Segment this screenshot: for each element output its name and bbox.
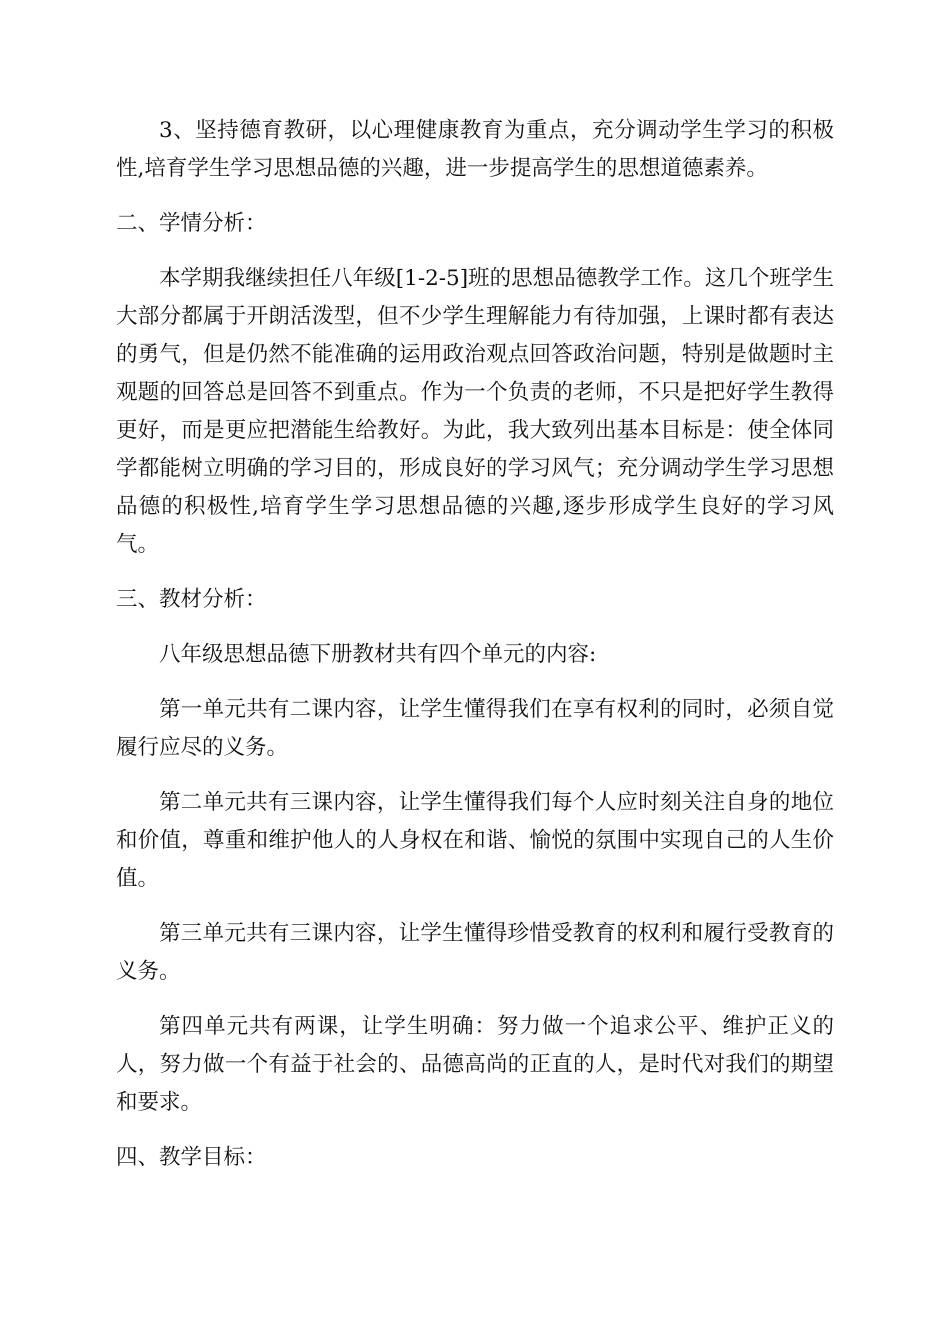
paragraph-unit-two: 第二单元共有三课内容，让学生懂得我们每个人应时刻关注自身的地位和价值，尊重和维护他人的人身权在和谐、愉悦的氛围中实现自己的人生价值。 bbox=[116, 790, 834, 891]
section-heading-textbook-analysis: 三、教材分析： bbox=[116, 587, 267, 612]
section-heading-teaching-goals: 四、教学目标： bbox=[116, 1145, 267, 1170]
paragraph-student-analysis: 本学期我继续担任八年级[1-2-5]班的思想品德教学工作。这几个班学生大部分都属于开朗活泼型，但不少学生理解能力有待加强，上课时都有表达的勇气，但是仍然不能准确的运用政治观点回答政治问题，特别是做题时主观题的回答总是回答不到重点。作为一个负责的老师，不只是把好学生教得更好，而是更应把潜能生给教好。为此，我大致列出基本目标是：使全体同学都能树立明确的学习目的，形成良好的学习风气；充分调动学生学习思想品德的积极性,培育学生学习思想品德的兴趣,逐步形成学生良好的学习风气。 bbox=[116, 266, 834, 557]
paragraph-textbook-overview: 八年级思想品德下册教材共有四个单元的内容: bbox=[159, 642, 597, 667]
paragraph-moral-education-research: 3、坚持德育教研，以心理健康教育为重点，充分调动学生学习的积极性,培育学生学习思想品德的兴趣，进一步提高学生的思想道德素养。 bbox=[116, 118, 834, 181]
paragraph-unit-one: 第一单元共有二课内容，让学生懂得我们在享有权利的同时，必须自觉履行应尽的义务。 bbox=[116, 697, 834, 760]
paragraph-unit-four: 第四单元共有两课，让学生明确：努力做一个追求公平、维护正义的人，努力做一个有益于社会的、品德高尚的正直的人，是时代对我们的期望和要求。 bbox=[116, 1014, 834, 1115]
document-body bbox=[116, 112, 834, 1194]
paragraph-unit-three: 第三单元共有三课内容，让学生懂得珍惜受教育的权利和履行受教育的义务。 bbox=[116, 921, 834, 984]
section-heading-student-analysis: 二、学情分析： bbox=[116, 211, 267, 236]
